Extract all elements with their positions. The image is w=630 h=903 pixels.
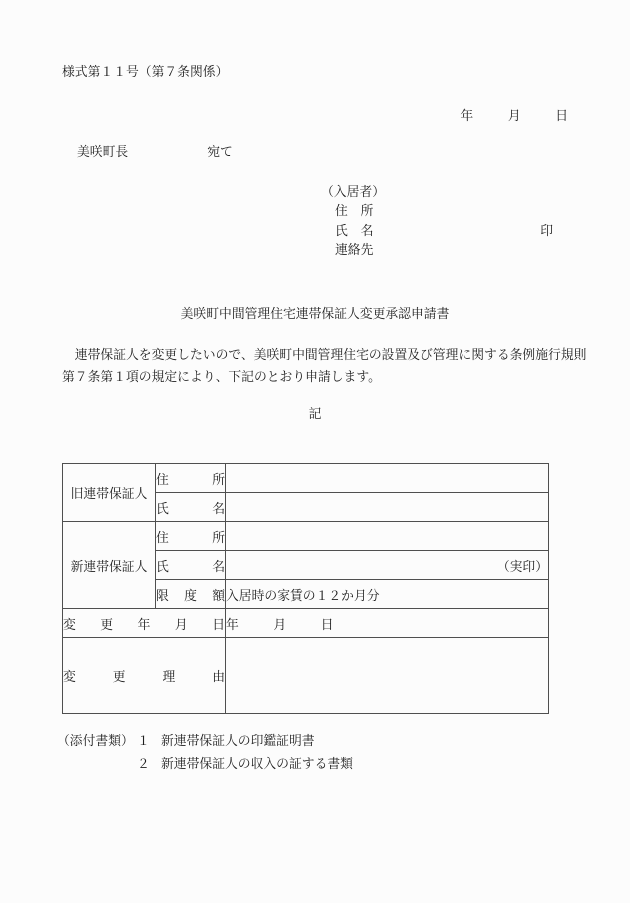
attachment-text: 新連帯保証人の印鑑証明書 (161, 734, 315, 748)
document-title: 美咲町中間管理住宅連帯保証人変更承認申請書 (180, 307, 450, 321)
table-row (63, 464, 549, 493)
attachment-text: 新連帯保証人の収入の証する書類 (161, 757, 353, 771)
new-address-value-cell (226, 522, 549, 551)
addressee-line (77, 141, 233, 160)
attachment-number: ２ (137, 757, 150, 771)
body-paragraph (62, 344, 602, 388)
table-row (63, 638, 549, 714)
seal-label: 印 (540, 223, 553, 238)
attachment-number: １ (137, 734, 150, 748)
new-name-label-cell: 氏 名 (156, 551, 226, 580)
change-reason-value-cell (226, 638, 549, 714)
change-date-label-cell: 変 更 年 月 日 (63, 609, 226, 638)
new-guarantor-group-label: 新連帯保証人 (63, 522, 156, 609)
registered-seal-note-cell: （実印） (226, 551, 549, 580)
note-heading: 記 (308, 407, 322, 421)
applicant-address-label: 住 所 (335, 204, 374, 219)
issue-date-line: 年 月 日 (460, 109, 571, 123)
addressee-name: 美咲町長 (77, 145, 129, 159)
form-number: 様式第１１号（第７条関係） (62, 65, 229, 79)
body-line-1: 連帯保証人を変更したいので、美咲町中間管理住宅の設置及び管理に関する条例施行規則 (62, 348, 587, 362)
table-row (63, 522, 549, 551)
applicant-name-label: 氏 名 (335, 223, 374, 238)
body-line-2: 第７条第１項の規定により、下記のとおり申請します。 (62, 370, 381, 384)
limit-amount-value-cell: 入居時の家賃の１２か月分 (226, 580, 549, 609)
old-name-value-cell (226, 493, 549, 522)
new-address-label-cell: 住 所 (156, 522, 226, 551)
attachments-indent-spacer (62, 753, 137, 776)
attachments-section (57, 730, 353, 776)
change-date-value-cell: 年 月 日 (226, 609, 549, 638)
applicant-section (321, 183, 553, 260)
attachments-label: （添付書類） (57, 734, 134, 748)
old-guarantor-group-label: 旧連帯保証人 (63, 464, 156, 522)
table-row (63, 609, 549, 638)
applicant-name-row (335, 222, 553, 241)
guarantor-table (62, 463, 549, 714)
change-reason-label-cell: 変 更 理 由 (63, 638, 226, 714)
addressee-suffix: 宛て (207, 145, 233, 159)
limit-amount-label-cell: 限 度 額 (156, 580, 226, 609)
old-address-label-cell: 住 所 (156, 464, 226, 493)
applicant-contact-label: 連絡先 (335, 242, 374, 257)
attachment-item (57, 730, 353, 753)
old-name-label-cell: 氏 名 (156, 493, 226, 522)
attachment-item (62, 753, 353, 776)
old-address-value-cell (226, 464, 549, 493)
applicant-heading: （入居者） (321, 185, 385, 199)
